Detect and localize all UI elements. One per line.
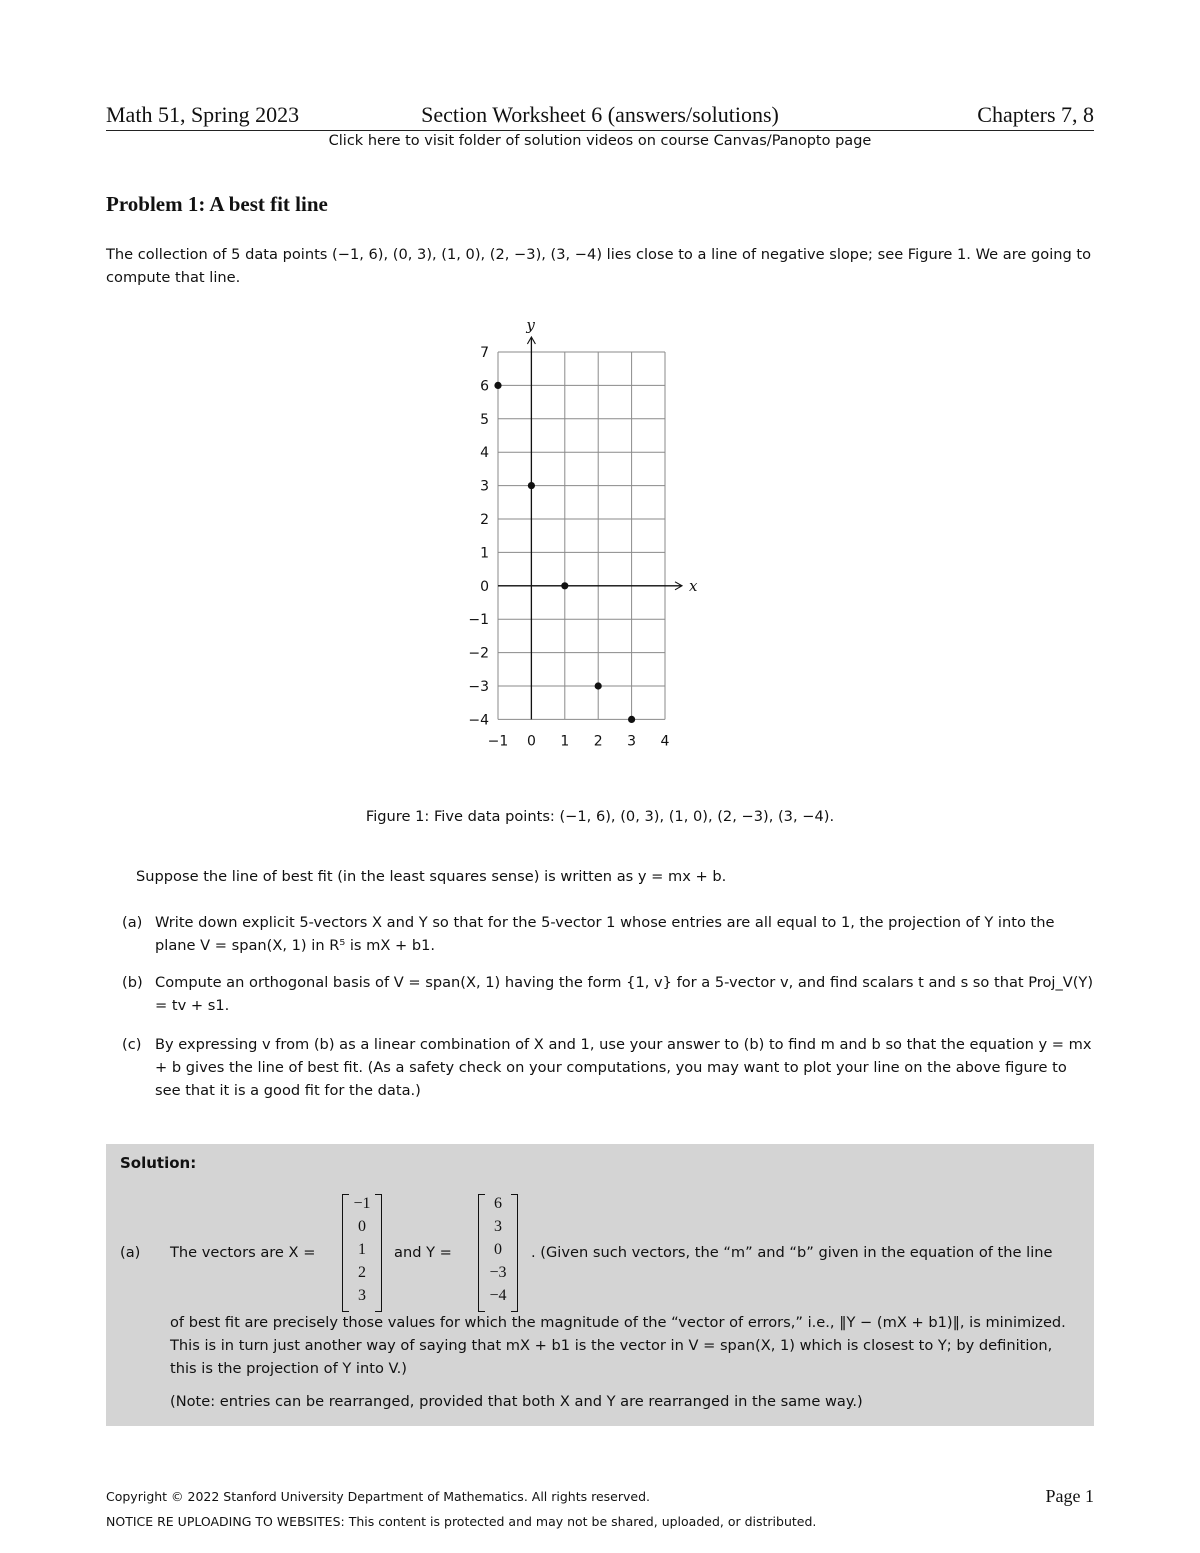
item-label: (a) (122, 914, 143, 931)
course-title: Math 51, Spring 2023 (106, 102, 300, 127)
suppose-text: Suppose the line of best fit (in the least squares sense) is written as y = mx + b. (136, 868, 727, 885)
matrix-entry: −4 (489, 1287, 507, 1304)
y-tick-label: 6 (480, 378, 489, 395)
matrix-entry: −1 (353, 1195, 371, 1212)
problem-title: Problem 1: A best fit line (106, 192, 328, 216)
y-tick-label: −1 (468, 612, 489, 629)
solution-item-label: (a) (120, 1244, 141, 1261)
copyright-notice: Copyright © 2022 Stanford University Department of Mathematics. All rights reserved. (106, 1489, 650, 1504)
x-tick-label: 2 (593, 733, 603, 750)
matrix-entry: 6 (494, 1195, 502, 1212)
y-tick-label: 5 (480, 411, 489, 428)
y-tick-label: −2 (468, 645, 489, 662)
page-number: Page 1 (1045, 1486, 1094, 1506)
matrix-entry: 2 (358, 1264, 366, 1281)
y-axis-label: y (526, 316, 535, 334)
solution-note: (Note: entries can be rearranged, provided that both X and Y are rearranged in the same way.) (170, 1393, 863, 1410)
item-text: Compute an orthogonal basis of V = span(X, 1) having the form {1, v} for a 5-vector v, and find scalars t and s so that Proj_V(Y) = tv + s1. (155, 974, 1094, 1014)
y-tick-label: 0 (480, 578, 489, 595)
data-point (528, 482, 535, 489)
y-tick-label: −4 (468, 712, 489, 729)
y-tick-label: 1 (480, 545, 489, 562)
solution-a-continued: of best fit are precisely those values for which the magnitude of the “vector of errors,” i.e., ‖Y − (mX + b1)‖, is minimized. This is in turn just another way of saying that mX + b1 is the vector in V = span(X, 1) which is closest to Y; by definition, this is the projection of Y into V.) (170, 1314, 1066, 1377)
solution-and-y: and Y = (394, 1244, 452, 1261)
figure-caption: Figure 1: Five data points: (−1, 6), (0, 3), (1, 0), (2, −3), (3, −4). (365, 808, 835, 825)
scatter-figure (440, 312, 760, 792)
solution-a-intro: The vectors are X = (170, 1244, 316, 1261)
y-tick-label: 3 (480, 478, 489, 495)
data-point (595, 682, 602, 689)
vector-x-matrix (342, 1194, 382, 1312)
data-point (628, 716, 635, 723)
x-axis-label: x (689, 576, 698, 595)
matrix-entry: 3 (358, 1287, 366, 1304)
x-tick-label: 0 (526, 733, 536, 750)
item-label: (c) (122, 1036, 142, 1053)
solution-box (106, 1144, 1094, 1426)
data-point (561, 582, 568, 589)
x-tick-label: 1 (560, 733, 570, 750)
x-tick-label: 3 (627, 733, 637, 750)
data-point (494, 382, 501, 389)
matrix-entry: 1 (358, 1241, 366, 1258)
matrix-entry: 0 (358, 1218, 366, 1235)
y-tick-label: 7 (480, 345, 489, 361)
item-text: By expressing v from (b) as a linear combination of X and 1, use your answer to (b) to find m and b so that the equation y = mx + b gives the line of best fit. (As a safety check on your computations, you may want to plot your line on the above figure to see that it is a good fit for the data.) (155, 1036, 1092, 1099)
matrix-entry: 0 (494, 1241, 502, 1258)
page-header (106, 100, 1094, 131)
solution-a-explanation: . (Given such vectors, the “m” and “b” given in the equation of the line (531, 1244, 1053, 1261)
upload-notice: NOTICE RE UPLOADING TO WEBSITES: This content is protected and may not be shared, uploaded, or distributed. (106, 1514, 817, 1529)
solution-title: Solution: (120, 1154, 197, 1172)
y-tick-label: −3 (468, 679, 489, 695)
worksheet-title: Section Worksheet 6 (answers/solutions) (421, 102, 779, 127)
matrix-entry: −3 (489, 1264, 507, 1281)
vector-y-matrix (478, 1194, 518, 1312)
chapters-label: Chapters 7, 8 (977, 102, 1094, 127)
y-tick-label: 2 (480, 512, 489, 528)
x-tick-label: −1 (487, 733, 509, 750)
item-text: Write down explicit 5-vectors X and Y so that for the 5-vector 1 whose entries are all equal to 1, the projection of Y into the plane V = span(X, 1) in R⁵ is mX + b1. (155, 914, 1055, 954)
x-tick-label: 4 (660, 733, 670, 750)
matrix-entry: 3 (494, 1218, 502, 1235)
problem-intro: The collection of 5 data points (−1, 6), (0, 3), (1, 0), (2, −3), (3, −4) lies close to a line of negative slope; see Figure 1. We are going to compute that line. (106, 246, 1092, 286)
solution-videos-link[interactable]: Click here to visit folder of solution videos on course Canvas/Panopto page (328, 133, 872, 149)
item-label: (b) (122, 974, 143, 991)
y-tick-label: 4 (480, 445, 489, 462)
